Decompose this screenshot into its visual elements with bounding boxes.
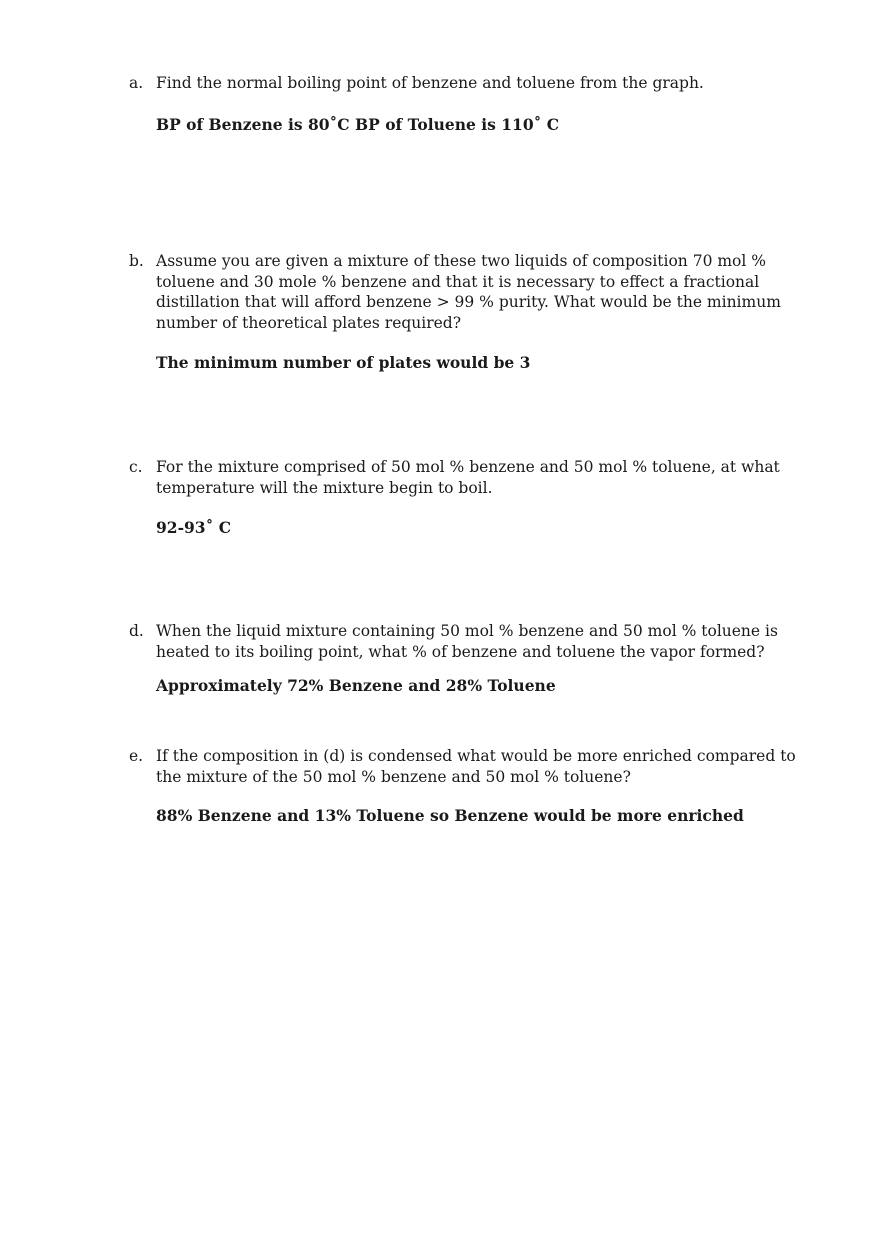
item-body	[156, 251, 824, 374]
item-body	[156, 73, 824, 135]
item-marker: c.	[129, 458, 143, 476]
question-text: When the liquid mixture containing 50 mol % benzene and 50 mol % toluene is heated to its boiling point, what % of benzene and toluene the vapor formed?	[156, 622, 778, 661]
item-body	[156, 621, 824, 697]
item-marker: b.	[129, 252, 144, 270]
question-text: Assume you are given a mixture of these two liquids of composition 70 mol % toluene and 30 mole % benzene and that it is necessary to effect a fractional distillation that will afford benzene > 99 % purity. What would be the minimum number of theoretical plates required?	[156, 252, 781, 332]
question-text: Find the normal boiling point of benzene and toluene from the graph.	[156, 74, 704, 92]
item-body	[156, 457, 824, 539]
answer-text: BP of Benzene is 80˚C BP of Toluene is 110˚ C	[156, 114, 560, 134]
item-marker: a.	[129, 74, 144, 92]
answer-text: 88% Benzene and 13% Toluene so Benzene would be more enriched	[156, 806, 744, 825]
answer-text: Approximately 72% Benzene and 28% Toluene	[156, 676, 556, 695]
item-body	[156, 746, 824, 827]
question-text: If the composition in (d) is condensed what would be more enriched compared to the mixture of the 50 mol % benzene and 50 mol % toluene?	[156, 747, 796, 786]
item-marker: d.	[129, 622, 144, 640]
answer-text: 92-93˚ C	[156, 518, 232, 537]
item-marker: e.	[129, 747, 144, 765]
question-text: For the mixture comprised of 50 mol % benzene and 50 mol % toluene, at what temperature will the mixture begin to boil.	[156, 458, 780, 497]
answer-text: The minimum number of plates would be 3	[156, 353, 531, 372]
